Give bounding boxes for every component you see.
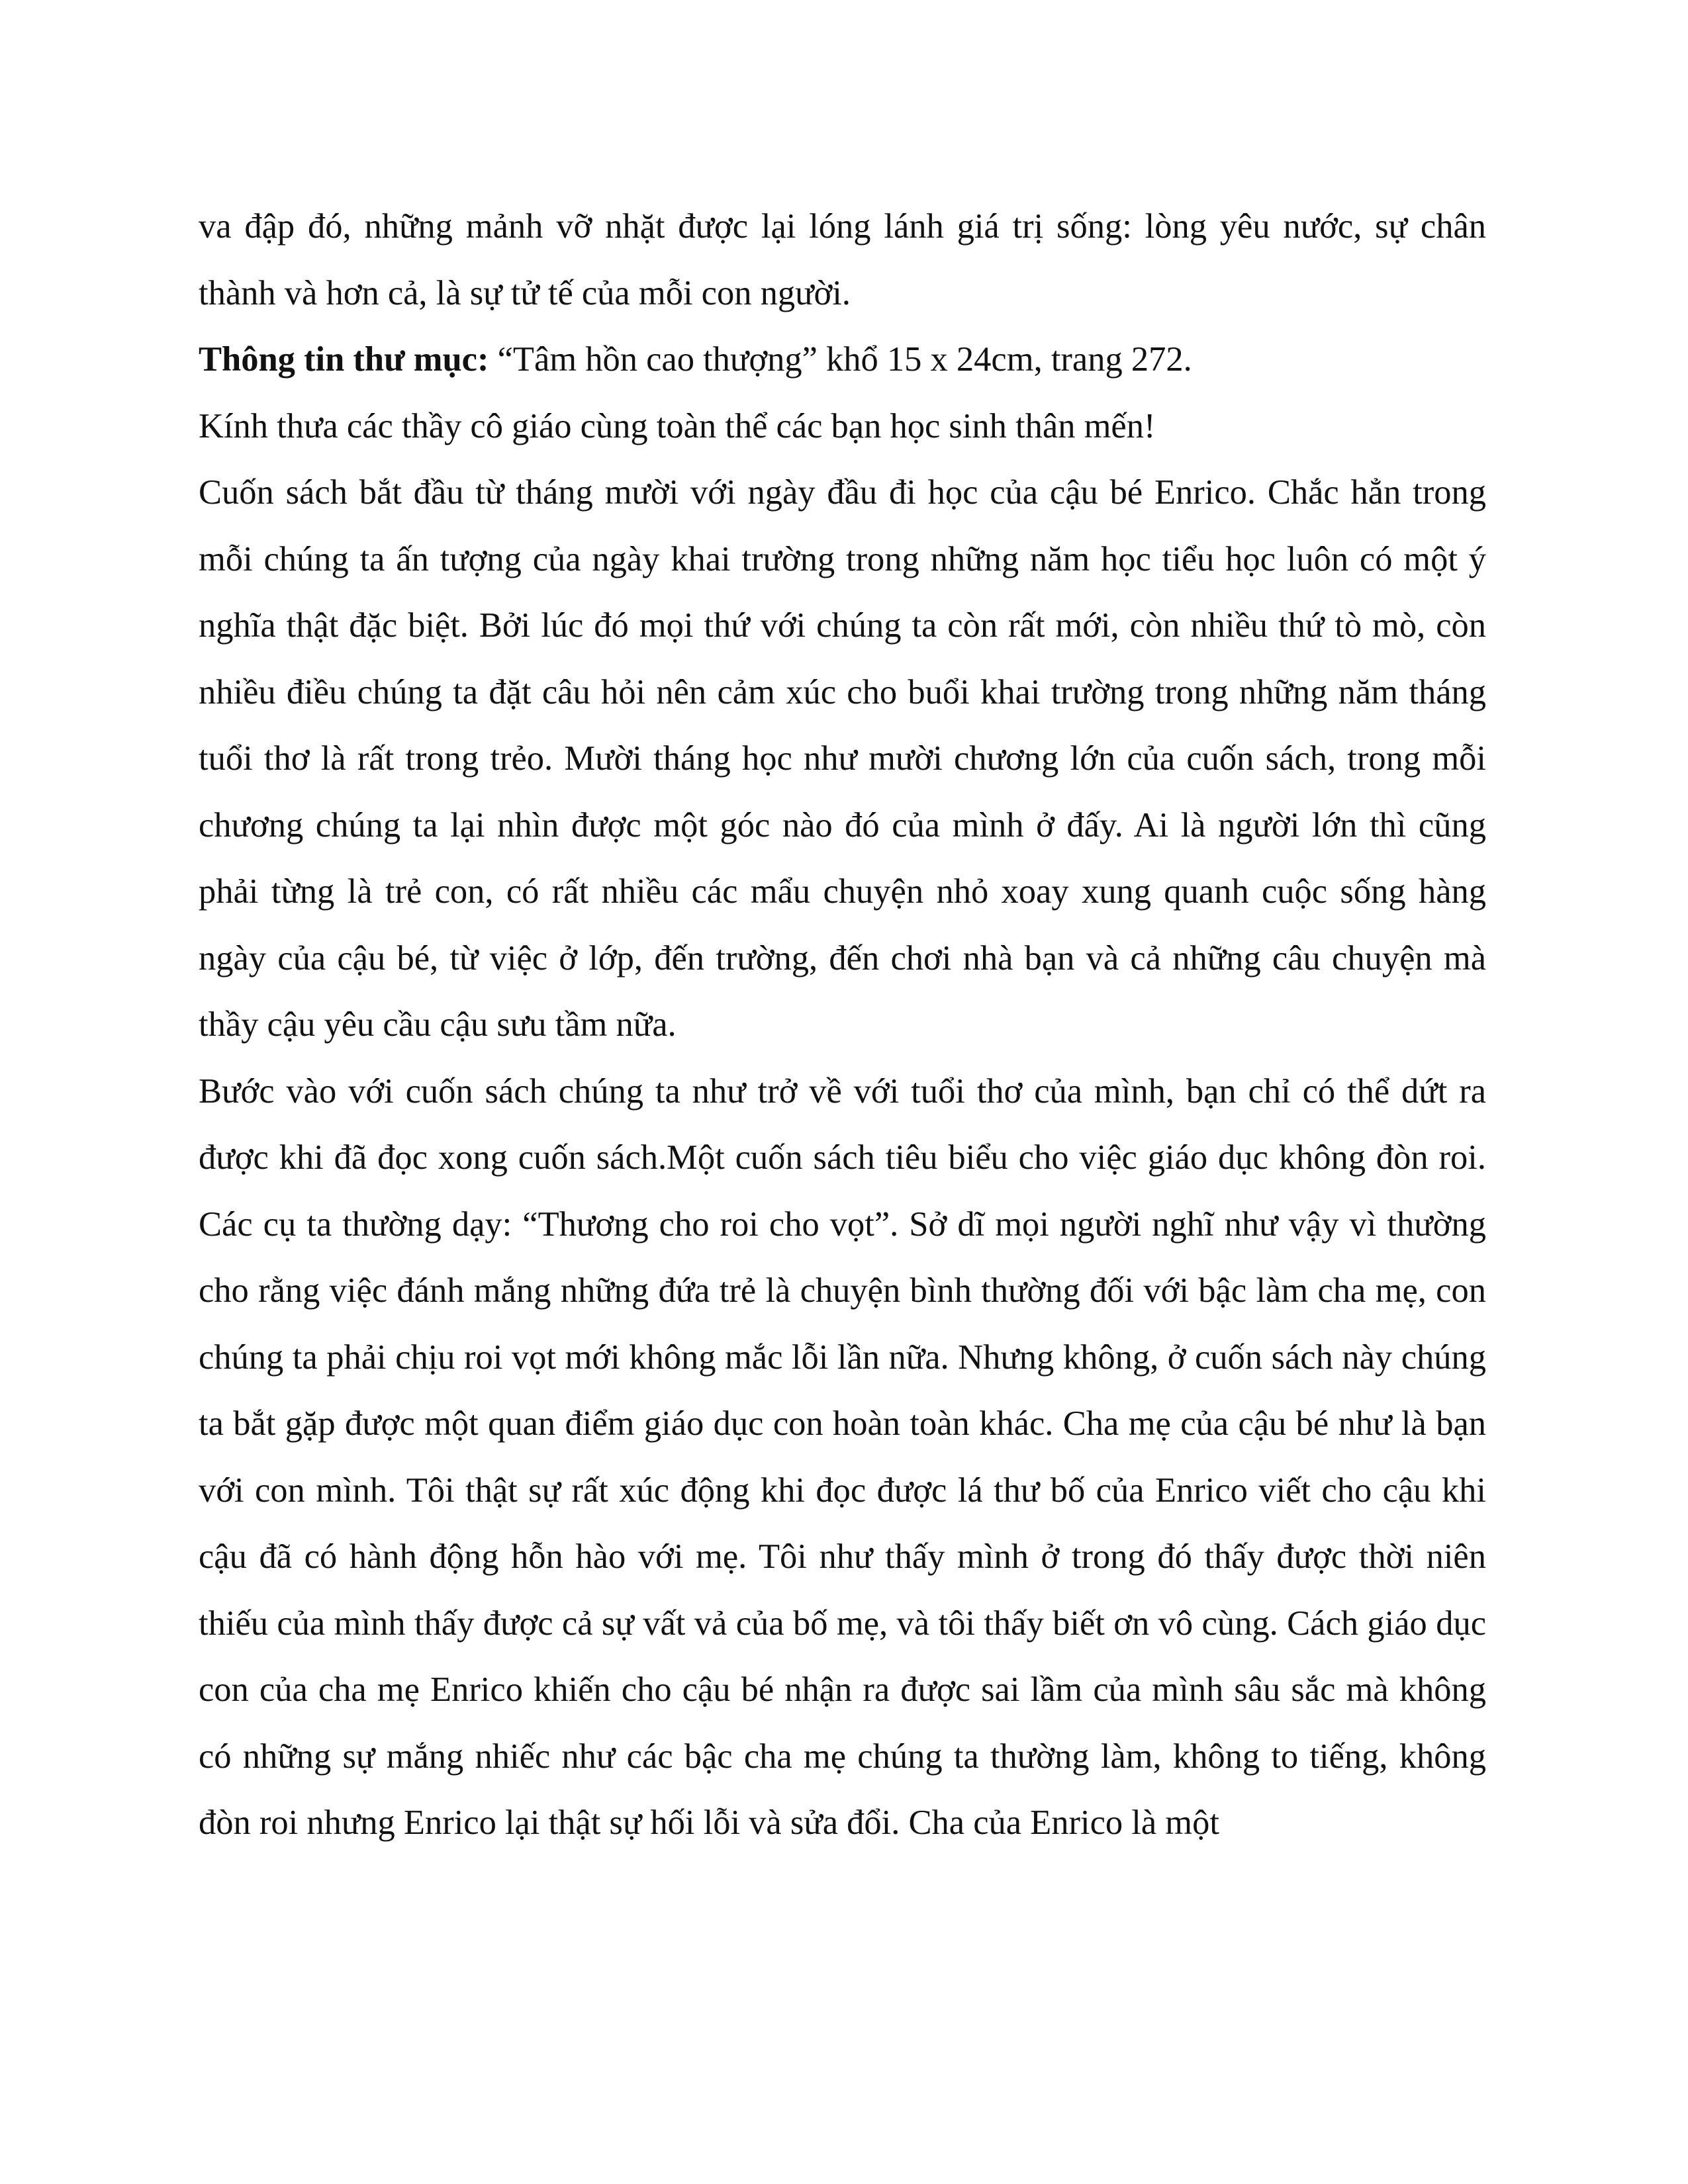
paragraph-education: Bước vào với cuốn sách chúng ta như trở về với tuổi thơ của mình, bạn chỉ có thể dứt ra được khi đã đọc xong cuốn sách.Một cuốn sách tiêu biểu cho việc giáo dục không đòn roi. Các cụ ta thường dạy: “Thương cho roi cho vọt”. Sở dĩ mọi người nghĩ như vậy vì thường cho rằng việc đánh mắng những đứa trẻ là chuyện bình thường đối với bậc làm cha mẹ, con chúng ta phải chịu roi vọt mới không mắc lỗi lần nữa. Nhưng không, ở cuốn sách này chúng ta bắt gặp được một quan điểm giáo dục con hoàn toàn khác. Cha mẹ của cậu bé như là bạn với con mình. Tôi thật sự rất xúc động khi đọc được lá thư bố của Enrico viết cho cậu khi cậu đã có hành động hỗn hào với mẹ. Tôi như thấy mình ở trong đó thấy được thời niên thiếu của mình thấy được cả sự vất vả của bố mẹ, và tôi thấy biết ơn vô cùng. Cách giáo dục con của cha mẹ Enrico khiến cho cậu bé nhận ra được sai lầm của mình sâu sắc mà không có những sự mắng nhiếc như các bậc cha mẹ chúng ta thường làm, không to tiếng, không đòn roi nhưng Enrico lại thật sự hối lỗi và sửa đổi. Cha của Enrico là một <box>199 1071 1486 1842</box>
paragraph-book-start: Cuốn sách bắt đầu từ tháng mười với ngày đầu đi học của cậu bé Enrico. Chắc hẳn trong mỗi chúng ta ấn tượng của ngày khai trường trong những năm học tiểu học luôn có một ý nghĩa thật đặc biệt. Bởi lúc đó mọi thứ với chúng ta còn rất mới, còn nhiều thứ tò mò, còn nhiều điều chúng ta đặt câu hỏi nên cảm xúc cho buổi khai trường trong những năm tháng tuổi thơ là rất trong trẻo. Mười tháng học như mười chương lớn của cuốn sách, trong mỗi chương chúng ta lại nhìn được một góc nào đó của mình ở đấy. Ai là người lớn thì cũng phải từng là trẻ con, có rất nhiều các mẩu chuyện nhỏ xoay xung quanh cuộc sống hàng ngày của cậu bé, từ việc ở lớp, đến trường, đến chơi nhà bạn và cả những câu chuyện mà thầy cậu yêu cầu cậu sưu tầm nữa. <box>199 473 1486 1044</box>
bibliography-line <box>199 326 1486 393</box>
greeting-line: Kính thưa các thầy cô giáo cùng toàn thể các bạn học sinh thân mến! <box>199 406 1156 445</box>
bibliography-text: “Tâm hồn cao thượng” khổ 15 x 24cm, trang 272. <box>489 340 1192 379</box>
document-page <box>199 193 1486 1856</box>
bibliography-label: Thông tin thư mục: <box>199 340 489 379</box>
paragraph-intro: va đập đó, những mảnh vỡ nhặt được lại lóng lánh giá trị sống: lòng yêu nước, sự chân thành và hơn cả, là sự tử tế của mỗi con người. <box>199 207 1486 312</box>
